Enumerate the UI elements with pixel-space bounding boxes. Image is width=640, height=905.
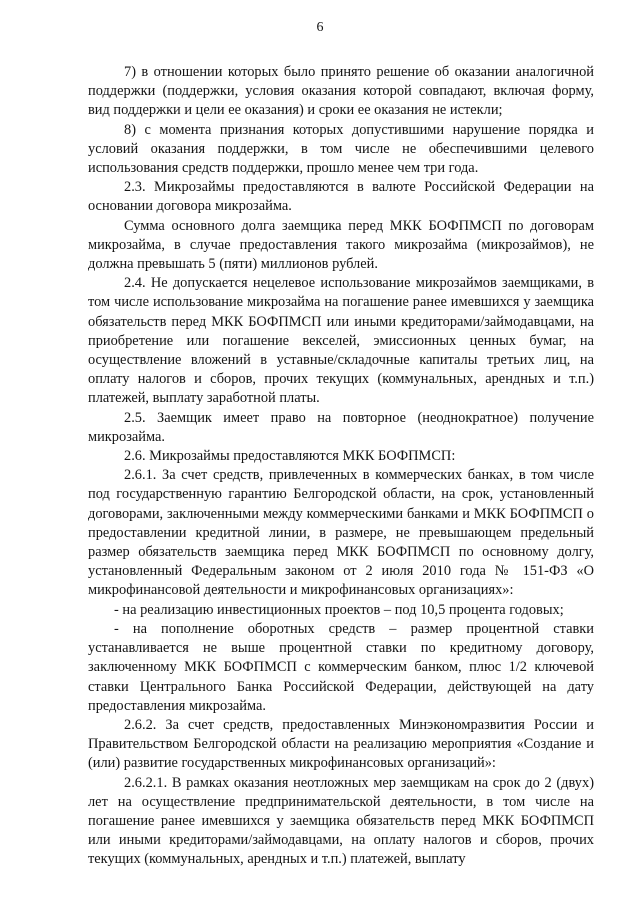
- document-body: [88, 63, 594, 870]
- list-item-investment: - на реализацию инвестиционных проектов – под 10,5 процента годовых;: [114, 601, 564, 618]
- paragraph-2-5: 2.5. Заемщик имеет право на повторное (неоднократное) получение микрозайма.: [88, 409, 594, 445]
- paragraph-2-4: 2.4. Не допускается нецелевое использование микрозаймов заемщиками, в том числе использование микрозайма на погашение ранее имевшихся у заемщика обязательств перед МКК БОФПМСП или иными кредиторами/займодавцами, на приобретение или погашение векселей, эмиссионных ценных бумаг, на осуществление вложений в уставные/складочные капиталы третьих лиц, на оплату налогов и сборов, прочих текущих (коммунальных, арендных и т.п.) платежей, выплату заработной платы.: [88, 275, 594, 407]
- paragraph-2-3: 2.3. Микрозаймы предоставляются в валюте Российской Федерации на основании договора микрозайма.: [88, 179, 594, 215]
- paragraph-2-6-1: 2.6.1. За счет средств, привлеченных в коммерческих банках, в том числе под государственную гарантию Белгородской области, на срок, установленный договорами, заключенными между коммерческими банками и МКК БОФПМСП о предоставлении кредитной линии, в размере, не превышающем предельный размер обязательств заемщика перед МКК БОФПМСП по основному долгу, установленный Федеральным законом от 2 июля 2010 года № 151-ФЗ «О микрофинансовой деятельности и микрофинансовых организациях»:: [88, 467, 594, 599]
- paragraph-2-6: 2.6. Микрозаймы предоставляются МКК БОФПМСП:: [124, 448, 456, 465]
- paragraph-2-6-2: 2.6.2. За счет средств, предоставленных Минэкономразвития России и Правительством Белгородской области на реализацию мероприятия «Создание и (или) развитие государственных микрофинансовых организаций»:: [88, 716, 594, 772]
- list-item-working-capital: - на пополнение оборотных средств – размер процентной ставки устанавливается не выше процентной ставки по кредитному договору, заключенному МКК БОФПМСП с коммерческим банком, плюс 1/2 ключевой ставки Центрального Банка Российской Федерации, действующей на дату предоставления микрозайма.: [88, 620, 594, 714]
- page-number: 6: [316, 20, 324, 35]
- paragraph-item-7: 7) в отношении которых было принято решение об оказании аналогичной поддержки (поддержки, условия оказания которой совпадают, включая форму, вид поддержки и цели ее оказания) и сроки ее оказания не истекли;: [88, 64, 594, 119]
- paragraph-2-6-2-1: 2.6.2.1. В рамках оказания неотложных мер заемщикам на срок до 2 (двух) лет на осуществление предпринимательской деятельности, в том числе на погашение ранее имевшихся у заемщика обязательств перед МКК БОФПМСП или иными кредиторами/займодавцами, на оплату налогов и сборов, прочих текущих (коммунальных, арендных и т.п.) платежей, выплату: [88, 774, 594, 868]
- paragraph-item-8: 8) с момента признания которых допустившими нарушение порядка и условий оказания поддержки, в том числе не обеспечившими целевого использования средств поддержки, прошло менее чем три года.: [88, 121, 594, 177]
- paragraph-loan-limit: Сумма основного долга заемщика перед МКК БОФПМСП по договорам микрозайма, в случае предоставления такого микрозайма (микрозаймов), не должна превышать 5 (пяти) миллионов рублей.: [88, 217, 594, 273]
